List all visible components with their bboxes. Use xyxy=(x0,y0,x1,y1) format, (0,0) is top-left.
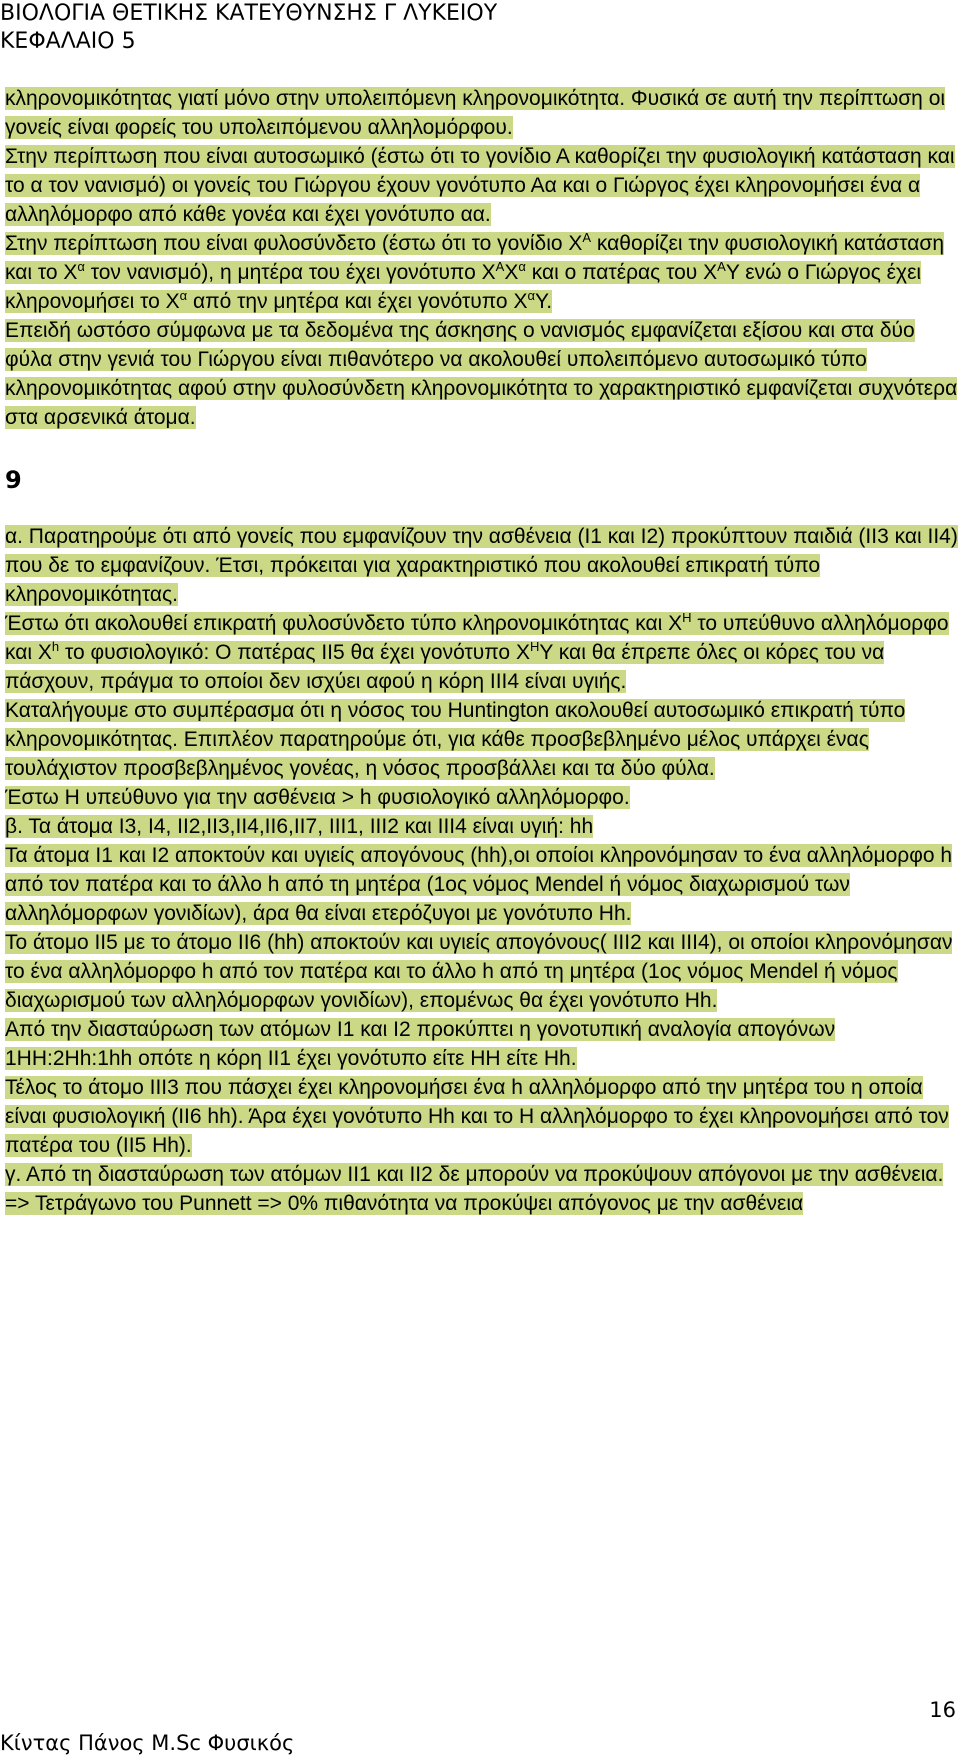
document-title: ΒΙΟΛΟΓΙΑ ΘΕΤΙΚΗΣ ΚΑΤΕΥΘΥΝΣΗΣ Γ ΛΥΚΕΙΟΥ xyxy=(0,1,498,26)
paragraph-14: γ. Από τη διασταύρωση των ατόμων ΙΙ1 και ΙΙ2 δε μπορούν να προκύψουν απόγονοι με την ασθένεια. => Τετράγωνο του Punnett => 0% πιθανότητα να προκύψει απόγονος με την ασθένεια xyxy=(5,1163,944,1215)
document-body xyxy=(5,84,958,1218)
page-footer: Κίντας Πάνος M.Sc Φυσικός xyxy=(0,1731,295,1755)
paragraph-4: Επειδή ωστόσο σύμφωνα με τα δεδομένα της άσκησης ο νανισμός εμφανίζεται εξίσου και στα δύο φύλα στην γενιά του Γιώργου είναι πιθανότερο να ακολουθεί υπολειπόμενο αυτοσωμικό τύπο κληρονομικότητας αφού στην φυλοσύνδετη κληρονομικότητα το χαρακτηριστικό εμφανίζεται συχνότερα στα αρσενικά άτομα. xyxy=(5,319,958,429)
page-header xyxy=(0,0,497,56)
paragraph-5: α. Παρατηρούμε ότι από γονείς που εμφανίζουν την ασθένεια (Ι1 και Ι2) προκύπτουν παιδιά (ΙΙ3 και ΙΙ4) που δε το εμφανίζουν. Έτσι, πρόκειται για χαρακτηριστικό που ακολουθεί επικρατή τύπο κληρονομικότητας. xyxy=(5,525,958,606)
paragraph-6: Έστω ότι ακολουθεί επικρατή φυλοσύνδετο τύπο κληρονομικότητας και $X^H$ το υπεύθυνο αλληλόμορφο και $X^h$ το φυσιολογικό: Ο πατέρας ΙΙ5 θα έχει γονότυπο $X^H\Upsilon$ και θα έπρεπε όλες οι κόρες του να πάσχουν, πράγμα το οποίοι δεν ισχύει αφού η κόρη ΙΙΙ4 είναι υγιής. xyxy=(5,610,949,693)
chapter-label: ΚΕΦΑΛΑΙΟ 5 xyxy=(0,29,136,54)
paragraph-9: β. Τα άτομα Ι3, Ι4, ΙΙ2,ΙΙ3,ΙΙ4,ΙΙ6,ΙΙ7, ΙΙΙ1, ΙΙΙ2 και ΙΙΙ4 είναι υγιή: hh xyxy=(5,815,594,838)
section-number: 9 xyxy=(5,466,22,494)
paragraph-1: κληρονομικότητας γιατί μόνο στην υπολειπόμενη κληρονομικότητα. Φυσικά σε αυτή την περίπτωση οι γονείς είναι φορείς του υπολειπόμενου αλληλομόρφου. xyxy=(5,87,946,139)
paragraph-3: Στην περίπτωση που είναι φυλοσύνδετο (έστω ότι το γονίδιο $X^A$ καθορίζει την φυσιολογική κατάσταση και το $X^\alpha$ τον νανισμό), η μητέρα του έχει γονότυπο $X^AX^\alpha$ και ο πατέρας του $X^A\Upsilon$ ενώ ο Γιώργος έχει κληρονομήσει το $X^\alpha$ από την μητέρα και έχει γονότυπο $X^\alpha\Upsilon$. xyxy=(5,230,944,313)
page-number: 16 xyxy=(929,1698,956,1722)
paragraph-2: Στην περίπτωση που είναι αυτοσωμικό (έστω ότι το γονίδιο Α καθορίζει την φυσιολογική κατάσταση και το α τον νανισμό) οι γονείς του Γιώργου έχουν γονότυπο Αα και ο Γιώργος έχει κληρονομήσει ένα α αλληλόμορφο από κάθε γονέα και έχει γονότυπο αα. xyxy=(5,145,955,226)
paragraph-13: Τέλος το άτομο ΙΙΙ3 που πάσχει έχει κληρονομήσει ένα h αλληλόμορφο από την μητέρα του η οποία είναι φυσιολογική (ΙΙ6 hh). Άρα έχει γονότυπο Ηh και το Η αλληλόμορφο το έχει κληρονομήσει από τον πατέρα του (ΙΙ5 Ηh). xyxy=(5,1076,949,1157)
paragraph-10: Τα άτομα Ι1 και Ι2 αποκτούν και υγιείς απογόνους (hh),οι οποίοι κληρονόμησαν το ένα αλληλόμορφο h από τον πατέρα και το άλλο h από τη μητέρα (1ος νόμος Mendel ή νόμος διαχωρισμού των αλληλόμορφων γονιδίων), άρα θα είναι ετερόζυγοι με γονότυπο Ηh. xyxy=(5,844,953,925)
paragraph-7: Καταλήγουμε στο συμπέρασμα ότι η νόσος του Huntington ακολουθεί αυτοσωμικό επικρατή τύπο κληρονομικότητας. Επιπλέον παρατηρούμε ότι, για κάθε προσβεβλημένο μέλος υπάρχει ένας τουλάχιστον προσβεβλημένος γονέας, η νόσος προσβάλλει και τα δύο φύλα. xyxy=(5,699,906,780)
paragraph-8: Έστω Η υπεύθυνο για την ασθένεια > h φυσιολογικό αλληλόμορφο. xyxy=(5,786,630,809)
paragraph-11: Το άτομο ΙΙ5 με το άτομο ΙΙ6 (hh) αποκτούν και υγιείς απογόνους( ΙΙΙ2 και ΙΙΙ4), οι οποίοι κληρονόμησαν το ένα αλληλόμορφο h από τον πατέρα και το άλλο h από τη μητέρα (1ος νόμος Mendel ή νόμος διαχωρισμού των αλληλόμορφων γονιδίων), επομένως θα έχει γονότυπο Ηh. xyxy=(5,931,953,1012)
paragraph-12: Από την διασταύρωση των ατόμων Ι1 και Ι2 προκύπτει η γονοτυπική αναλογία απογόνων 1ΗΗ:2Ηh:1hh οπότε η κόρη ΙΙ1 έχει γονότυπο είτε ΗΗ είτε Ηh. xyxy=(5,1018,836,1070)
